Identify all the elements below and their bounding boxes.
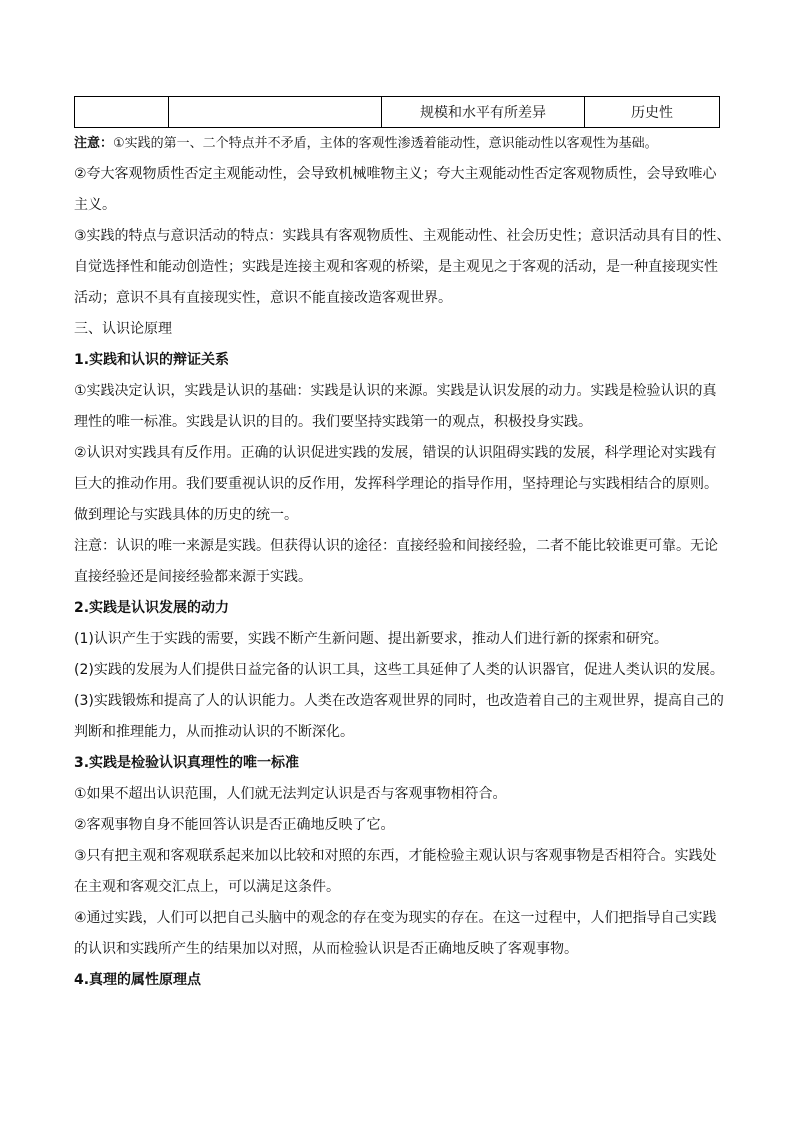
text-line: ③只有把主观和客观联系起来加以比较和对照的东西，才能检验主观认识与客观事物是否相符合。实践处 bbox=[74, 848, 717, 864]
text-line: 巨大的推动作用。我们要重视认识的反作用，发挥科学理论的指导作用，坚持理论与实践相结合的原则。 bbox=[74, 476, 718, 492]
text-line: ③实践的特点与意识活动的特点：实践具有客观物质性、主观能动性、社会历史性；意识活动具有目的性、 bbox=[74, 228, 731, 244]
text-line: 做到理论与实践具体的历史的统一。 bbox=[74, 507, 298, 523]
text-line: (3)实践锻炼和提高了人的认识能力。人类在改造客观世界的同时，也改造着自己的主观世界，提高自己的 bbox=[74, 693, 724, 709]
text-line: ①如果不超出认识范围，人们就无法判定认识是否与客观事物相符合。 bbox=[74, 786, 507, 802]
text-line: 活动；意识不具有直接现实性，意识不能直接改造客观世界。 bbox=[74, 290, 452, 306]
text-line: ①实践决定认识，实践是认识的基础：实践是认识的来源。实践是认识发展的动力。实践是检验认识的真 bbox=[74, 383, 717, 399]
text-line: ②客观事物自身不能回答认识是否正确地反映了它。 bbox=[74, 817, 395, 833]
note-label: 注意： bbox=[74, 136, 114, 151]
subsection-heading: 2.实践是认识发展的动力 bbox=[74, 600, 230, 616]
table-fragment bbox=[74, 96, 720, 128]
text-line: 直接经验还是间接经验都来源于实践。 bbox=[74, 569, 312, 585]
table-cell bbox=[75, 97, 169, 128]
text-line: 主义。 bbox=[74, 197, 116, 213]
text-line: ②认识对实践具有反作用。正确的认识促进实践的发展，错误的认识阻碍实践的发展，科学理论对实践有 bbox=[74, 445, 717, 461]
table-row bbox=[75, 97, 720, 128]
text-line: 注意：认识的唯一来源是实践。但获得认识的途径：直接经验和间接经验，二者不能比较谁更可靠。无论 bbox=[74, 538, 718, 554]
table-cell: 历史性 bbox=[585, 97, 720, 128]
table-cell bbox=[169, 97, 382, 128]
note-text: ①实践的第一、二个特点并不矛盾，主体的客观性渗透着能动性，意识能动性以客观性为基础。 bbox=[113, 136, 658, 151]
text-line: 的认识和实践所产生的结果加以对照，从而检验认识是否正确地反映了客观事物。 bbox=[74, 941, 578, 957]
document-body bbox=[74, 128, 731, 996]
text-line: ②夸大客观物质性否定主观能动性，会导致机械唯物主义；夸大主观能动性否定客观物质性，会导致唯心 bbox=[74, 166, 717, 182]
subsection-heading: 3.实践是检验认识真理性的唯一标准 bbox=[74, 755, 300, 771]
text-line: ④通过实践，人们可以把自己头脑中的观念的存在变为现实的存在。在这一过程中，人们把指导自己实践 bbox=[74, 910, 717, 926]
subsection-heading: 1.实践和认识的辩证关系 bbox=[74, 352, 230, 368]
section-heading: 三、认识论原理 bbox=[74, 321, 172, 337]
table-cell: 规模和水平有所差异 bbox=[382, 97, 585, 128]
text-line: 理性的唯一标准。实践是认识的目的。我们要坚持实践第一的观点，积极投身实践。 bbox=[74, 414, 592, 430]
subsection-heading: 4.真理的属性原理点 bbox=[74, 972, 202, 988]
text-line: 判断和推理能力，从而推动认识的不断深化。 bbox=[74, 724, 354, 740]
text-line: (2)实践的发展为人们提供日益完备的认识工具，这些工具延伸了人类的认识器官，促进人类认识的发展。 bbox=[74, 662, 724, 678]
text-line: 自觉选择性和能动创造性；实践是连接主观和客观的桥梁，是主观见之于客观的活动，是一种直接现实性 bbox=[74, 259, 718, 275]
text-line: 在主观和客观交汇点上，可以满足这条件。 bbox=[74, 879, 340, 895]
note-paragraph bbox=[74, 128, 728, 159]
text-line: (1)认识产生于实践的需要，实践不断产生新问题、提出新要求，推动人们进行新的探索和研究。 bbox=[74, 631, 668, 647]
